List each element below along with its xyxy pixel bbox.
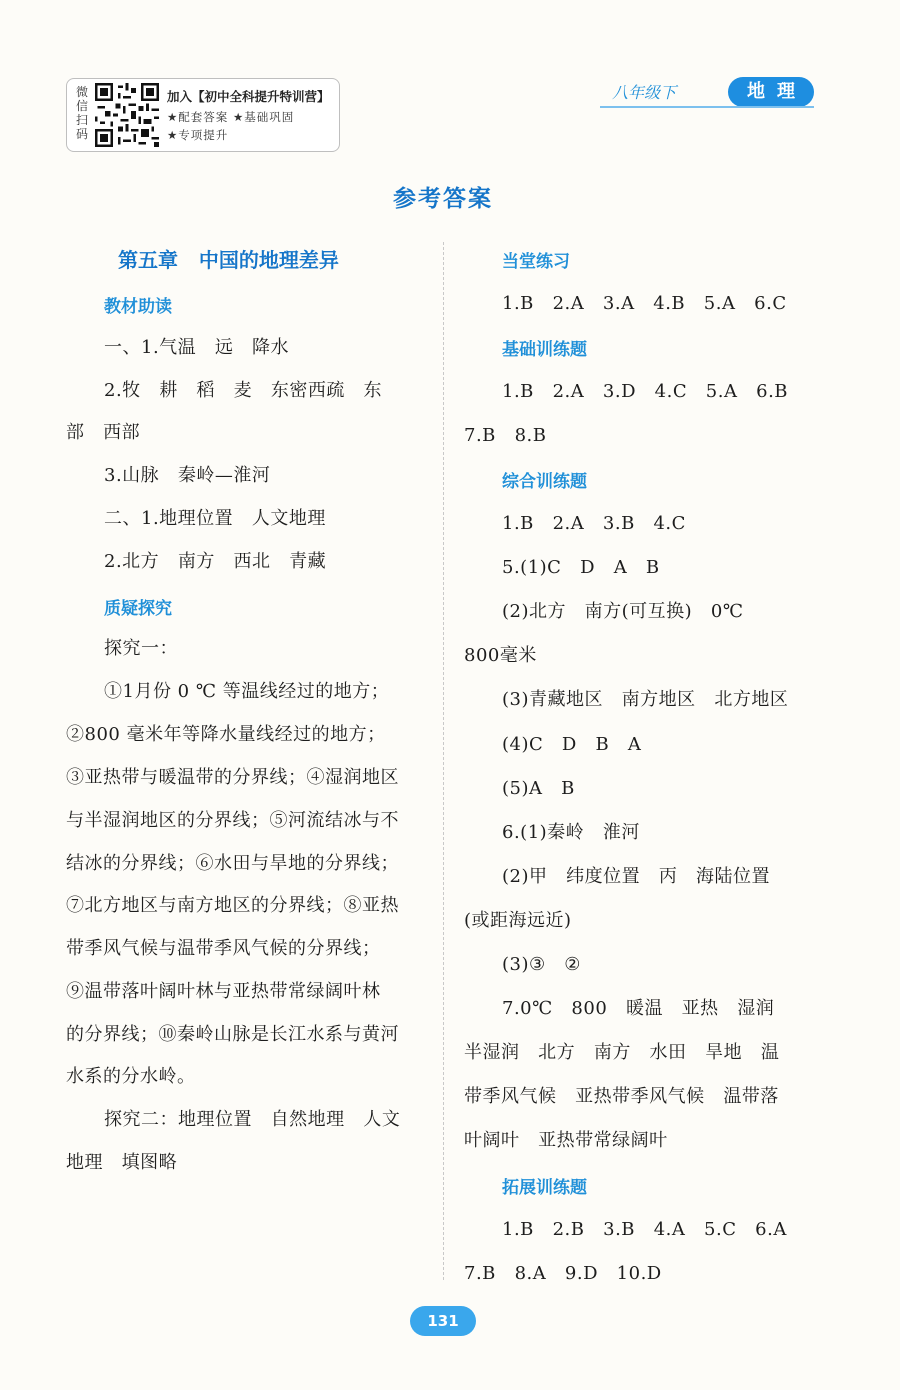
- answer-line: ②800 毫米年等降水量线经过的地方；: [66, 724, 386, 745]
- qr-feature-line: ★配套答案 ★基础巩固: [167, 110, 295, 124]
- answer-line: 与半湿润地区的分界线；⑤河流结冰与不: [66, 810, 399, 831]
- answer-line: 7.0℃ 800 暖温 亚热 湿润: [502, 998, 775, 1019]
- section-heading: 质疑探究: [104, 599, 172, 619]
- answer-line: 1.B 2.A 3.D 4.C 5.A 6.B: [502, 381, 789, 402]
- qr-feature-line: ★专项提升: [167, 128, 229, 142]
- answer-line: 结冰的分界线；⑥水田与旱地的分界线；: [66, 853, 399, 874]
- section-heading: 拓展训练题: [502, 1178, 587, 1198]
- answer-line: (3)③ ②: [502, 954, 581, 975]
- answer-line: 的分界线；⑩秦岭山脉是长江水系与黄河: [66, 1024, 399, 1045]
- answer-line: 2.牧 耕 稻 麦 东密西疏 东: [104, 380, 382, 401]
- qr-side-label: 微信扫码: [75, 85, 88, 141]
- answer-line: ⑨温带落叶阔叶林与亚热带常绿阔叶林: [66, 981, 381, 1002]
- page-title: 参考答案: [393, 186, 493, 212]
- answer-line: 5.(1)C D A B: [502, 557, 660, 578]
- section-heading: 当堂练习: [502, 252, 570, 272]
- grade-label: 八年级下: [612, 83, 677, 102]
- header-underline: [600, 106, 814, 108]
- page-number: 131: [410, 1306, 476, 1336]
- answer-line: (4)C D B A: [502, 734, 642, 755]
- answer-line: 800毫米: [464, 645, 537, 666]
- section-heading: 综合训练题: [502, 472, 587, 492]
- answer-line: 2.北方 南方 西北 青藏: [104, 551, 327, 572]
- qr-code-icon[interactable]: [95, 83, 159, 147]
- answer-line: 6.(1)秦岭 淮河: [502, 822, 640, 843]
- answer-line: (2)甲 纬度位置 丙 海陆位置: [502, 866, 770, 887]
- answer-line: ③亚热带与暖温带的分界线；④湿润地区: [66, 767, 399, 788]
- answer-line: (3)青藏地区 南方地区 北方地区: [502, 689, 789, 710]
- answer-line: 探究二：地理位置 自然地理 人文: [104, 1109, 401, 1130]
- answer-line: ⑦北方地区与南方地区的分界线；⑧亚热: [66, 895, 399, 916]
- answer-line: (5)A B: [502, 778, 575, 799]
- answer-line: ①1月份 0 ℃ 等温线经过的地方；: [104, 681, 390, 702]
- subject-badge: 地理: [728, 77, 814, 107]
- answer-line: 地理 填图略: [66, 1152, 178, 1173]
- answer-line: 半湿润 北方 南方 水田 旱地 温: [464, 1042, 780, 1063]
- answer-line: (2)北方 南方(可互换) 0℃: [502, 601, 744, 622]
- answer-line: 7.B 8.A 9.D 10.D: [464, 1263, 662, 1284]
- answer-line: 部 西部: [66, 422, 141, 443]
- answer-line: 叶阔叶 亚热带常绿阔叶: [464, 1130, 668, 1151]
- answer-line: 1.B 2.B 3.B 4.A 5.C 6.A: [502, 1219, 787, 1240]
- answer-line: 7.B 8.B: [464, 425, 547, 446]
- section-heading: 基础训练题: [502, 340, 587, 360]
- answer-line: 1.B 2.A 3.A 4.B 5.A 6.C: [502, 293, 787, 314]
- qr-join-text: 加入【初中全科提升特训营】: [167, 89, 330, 104]
- chapter-title: 第五章 中国的地理差异: [118, 248, 339, 272]
- section-heading: 教材助读: [104, 297, 172, 317]
- answer-line: 探究一：: [104, 638, 178, 659]
- answer-line: 带季风气候 亚热带季风气候 温带落: [464, 1086, 779, 1107]
- answer-line: 3.山脉 秦岭—淮河: [104, 465, 271, 486]
- answer-line: 1.B 2.A 3.B 4.C: [502, 513, 686, 534]
- column-divider: [443, 242, 444, 1280]
- qr-promo-box[interactable]: [66, 78, 340, 152]
- answer-line: 二、1.地理位置 人文地理: [104, 508, 326, 529]
- answer-line: 水系的分水岭。: [66, 1066, 196, 1087]
- answer-line: 带季风气候与温带季风气候的分界线；: [66, 938, 381, 959]
- answer-line: (或距海远近): [464, 910, 572, 931]
- answer-line: 一、1.气温 远 降水: [104, 337, 290, 358]
